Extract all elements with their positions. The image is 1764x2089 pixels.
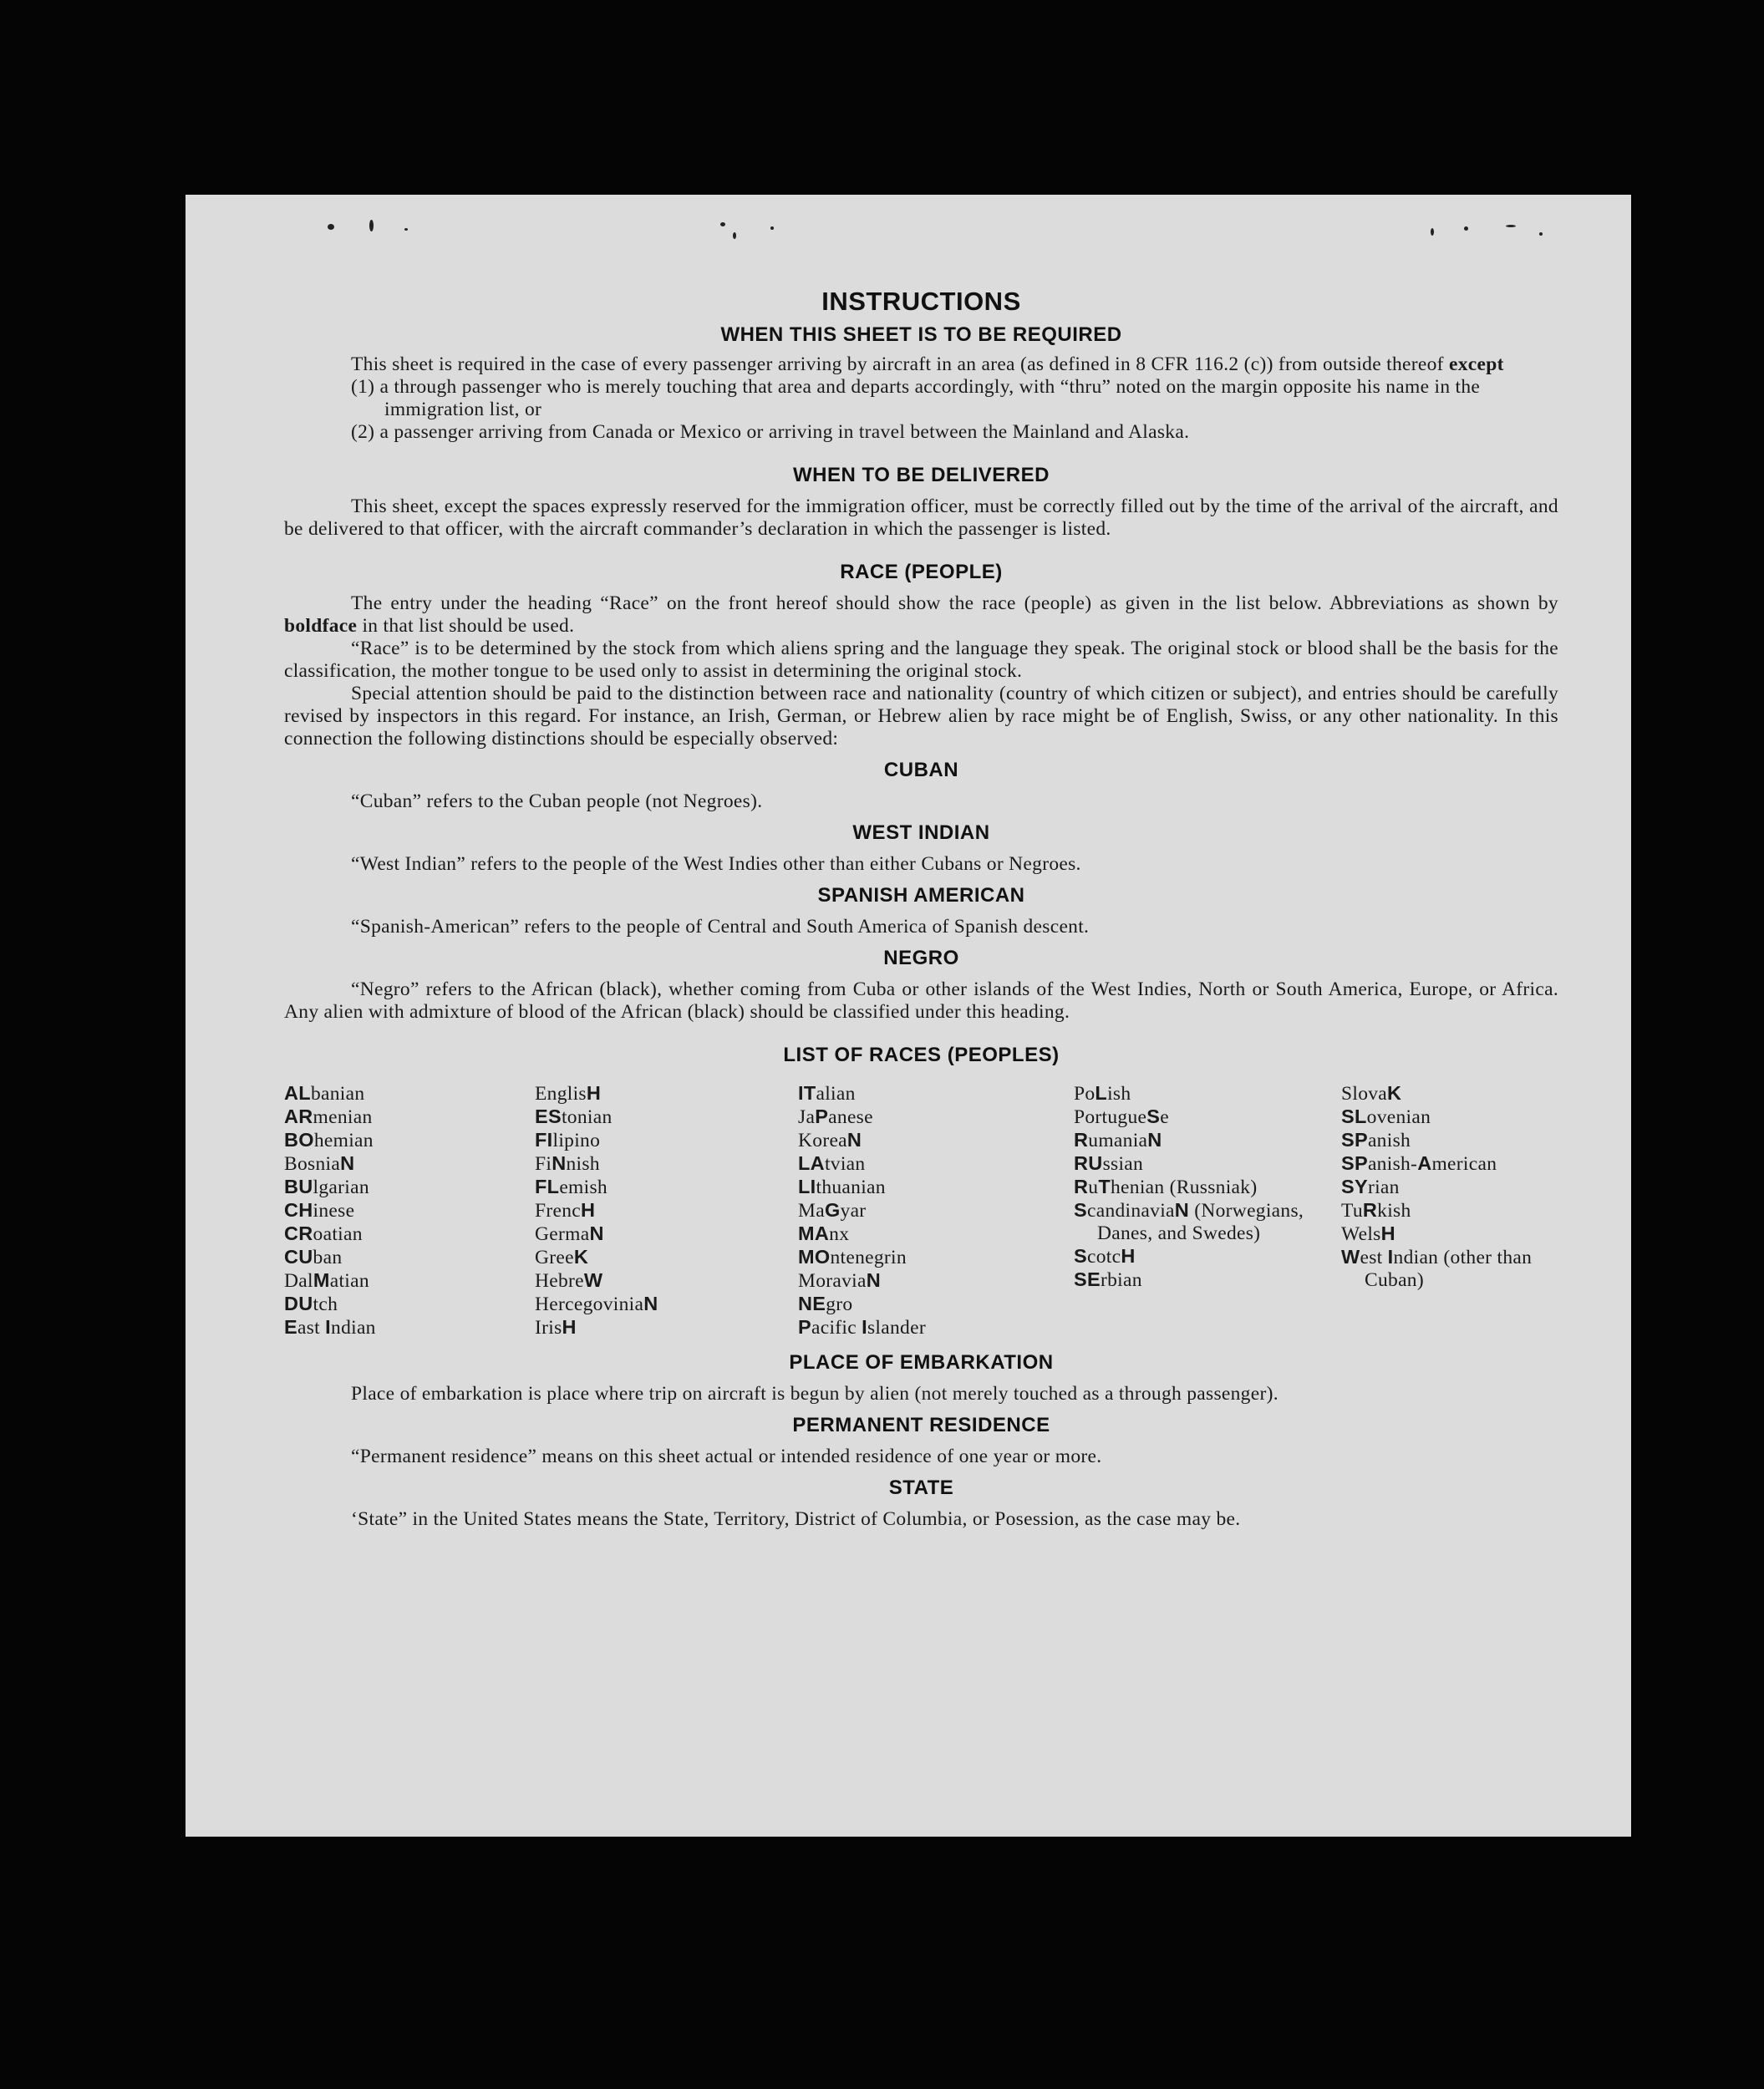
race-column-4 bbox=[1074, 1082, 1341, 1339]
page-title: INSTRUCTIONS bbox=[821, 287, 1021, 316]
heading-cuban: CUBAN bbox=[883, 759, 959, 781]
race-entry: SLovenian bbox=[1341, 1105, 1431, 1128]
required-item-2: (2) a passenger arriving from Canada or Mexico or arriving in travel between the Mainland and Alaska. bbox=[351, 421, 1190, 443]
race-column-3 bbox=[798, 1082, 1074, 1339]
race-entry: MoraviaN bbox=[798, 1269, 881, 1292]
race-entry: GermaN bbox=[535, 1222, 604, 1245]
heading-spanish-american: SPANISH AMERICAN bbox=[817, 884, 1025, 907]
state-text: ‘State” in the United States means the State, Territory, District of Columbia, or Posession, as the case may be. bbox=[351, 1508, 1241, 1530]
race-entry: DUtch bbox=[284, 1293, 338, 1315]
race-entry: ITalian bbox=[798, 1082, 856, 1105]
race-entry: WelsH bbox=[1341, 1222, 1395, 1245]
race-paragraph-1: The entry under the heading “Race” on the front hereof should show the race (people) as given in the list below. Abbreviations as shown by boldface in that list should be used. bbox=[284, 592, 1558, 637]
race-entry: BUlgarian bbox=[284, 1176, 369, 1198]
race-entry: PortugueSe bbox=[1074, 1105, 1169, 1128]
heading-residence: PERMANENT RESIDENCE bbox=[792, 1414, 1050, 1436]
race-entry: FiNnish bbox=[535, 1152, 600, 1175]
race-entry: West Indian (other than Cuban) bbox=[1341, 1246, 1533, 1291]
west-indian-text: “West Indian” refers to the people of the West Indies other than either Cubans or Negroes. bbox=[351, 853, 1081, 875]
heading-embarkation: PLACE OF EMBARKATION bbox=[789, 1351, 1054, 1374]
race-entry: SPanish-American bbox=[1341, 1152, 1497, 1175]
required-item-1: (1) a through passenger who is merely touching that area and departs accordingly, with “thru” noted on the margin opposite his name in the immigration list, or bbox=[351, 376, 1481, 420]
race-paragraph-2: “Race” is to be determined by the stock from which aliens spring and the language they speak. The original stock or blood shall be the basis for the classification, the mother tongue to be used only to assist in determining the original stock. bbox=[284, 638, 1558, 682]
race-entry: NEgro bbox=[798, 1293, 853, 1315]
race-entry: ScandinaviaN (Norwegians, Danes, and Swedes) bbox=[1074, 1199, 1304, 1244]
race-list bbox=[284, 1082, 1558, 1339]
negro-text: “Negro” refers to the African (black), whether coming from Cuba or other islands of the West Indies, North or South America, Europe, or Africa. Any alien with admixture of blood of the African (black) should be classified under this heading. bbox=[284, 978, 1558, 1023]
race-entry: TuRkish bbox=[1341, 1199, 1411, 1222]
embarkation-text: Place of embarkation is place where trip on aircraft is begun by alien (not merely touched as a through passenger). bbox=[351, 1383, 1279, 1405]
race-entry: RuThenian (Russniak) bbox=[1074, 1176, 1258, 1198]
delivered-text: This sheet, except the spaces expressly reserved for the immigration officer, must be correctly filled out by the time of the arrival of the aircraft, and be delivered to that officer, with the aircraft commander’s declaration in which the passenger is listed. bbox=[284, 496, 1558, 540]
heading-required: WHEN THIS SHEET IS TO BE REQUIRED bbox=[720, 323, 1122, 346]
race-entry: HercegoviniaN bbox=[535, 1293, 658, 1315]
race-entry: HebreW bbox=[535, 1269, 603, 1292]
race-entry: FLemish bbox=[535, 1176, 607, 1198]
spanish-american-text: “Spanish-American” refers to the people of Central and South America of Spanish descent. bbox=[351, 916, 1090, 938]
race-entry: FrencH bbox=[535, 1199, 596, 1222]
race-entry: EStonian bbox=[535, 1105, 613, 1128]
race-entry: SlovaK bbox=[1341, 1082, 1402, 1105]
race-entry: CHinese bbox=[284, 1199, 355, 1222]
race-column-2 bbox=[535, 1082, 798, 1339]
required-intro: This sheet is required in the case of every passenger arriving by aircraft in an area (as defined in 8 CFR 116.2 (c)) from outside thereof except bbox=[351, 353, 1504, 375]
race-entry: RUssian bbox=[1074, 1152, 1144, 1175]
document-sheet bbox=[186, 195, 1631, 1837]
race-entry: SYrian bbox=[1341, 1176, 1400, 1198]
race-paragraph-3: Special attention should be paid to the distinction between race and nationality (country of which citizen or subject), and entries should be carefully revised by inspectors in this regard. For instance, an Irish, German, or Hebrew alien by race might be of English, Swiss, or any other nationality. In this connection the following distinctions should be especially observed: bbox=[284, 683, 1558, 750]
residence-text: “Permanent residence” means on this sheet actual or intended residence of one year or more. bbox=[351, 1446, 1102, 1467]
race-entry: BosniaN bbox=[284, 1152, 355, 1175]
race-entry: BOhemian bbox=[284, 1129, 374, 1151]
race-entry: CUban bbox=[284, 1246, 343, 1268]
heading-delivered: WHEN TO BE DELIVERED bbox=[793, 464, 1050, 486]
instructions-content bbox=[284, 287, 1558, 1531]
race-entry: JaPanese bbox=[798, 1105, 873, 1128]
race-entry: FIlipino bbox=[535, 1129, 601, 1151]
race-entry: MOntenegrin bbox=[798, 1246, 907, 1268]
heading-west-indian: WEST INDIAN bbox=[852, 821, 990, 844]
race-column-1 bbox=[284, 1082, 535, 1339]
race-entry: Pacific Islander bbox=[798, 1316, 926, 1339]
race-entry: MaGyar bbox=[798, 1199, 867, 1222]
race-entry: IrisH bbox=[535, 1316, 577, 1339]
race-entry: RumaniaN bbox=[1074, 1129, 1162, 1151]
race-column-5 bbox=[1341, 1082, 1558, 1339]
heading-negro: NEGRO bbox=[883, 947, 959, 969]
race-entry: GreeK bbox=[535, 1246, 589, 1268]
cuban-text: “Cuban” refers to the Cuban people (not Negroes). bbox=[351, 790, 763, 812]
required-except: except bbox=[1448, 353, 1504, 375]
race-entry: ALbanian bbox=[284, 1082, 365, 1105]
heading-state: STATE bbox=[888, 1477, 954, 1499]
race-entry: SErbian bbox=[1074, 1268, 1142, 1291]
race-entry: LIthuanian bbox=[798, 1176, 886, 1198]
boldface-word: boldface bbox=[284, 615, 358, 637]
race-entry: DalMatian bbox=[284, 1269, 369, 1292]
race-entry: CRoatian bbox=[284, 1222, 363, 1245]
heading-list-of-races: LIST OF RACES (PEOPLES) bbox=[783, 1044, 1060, 1066]
race-entry: PoLish bbox=[1074, 1082, 1131, 1105]
race-entry: LAtvian bbox=[798, 1152, 866, 1175]
race-entry: KoreaN bbox=[798, 1129, 862, 1151]
race-entry: MAnx bbox=[798, 1222, 850, 1245]
race-entry: ARmenian bbox=[284, 1105, 373, 1128]
heading-race: RACE (PEOPLE) bbox=[840, 561, 1003, 583]
race-entry: East Indian bbox=[284, 1316, 376, 1339]
race-entry: SPanish bbox=[1341, 1129, 1411, 1151]
race-entry: ScotcH bbox=[1074, 1245, 1136, 1268]
race-entry: EnglisH bbox=[535, 1082, 602, 1105]
